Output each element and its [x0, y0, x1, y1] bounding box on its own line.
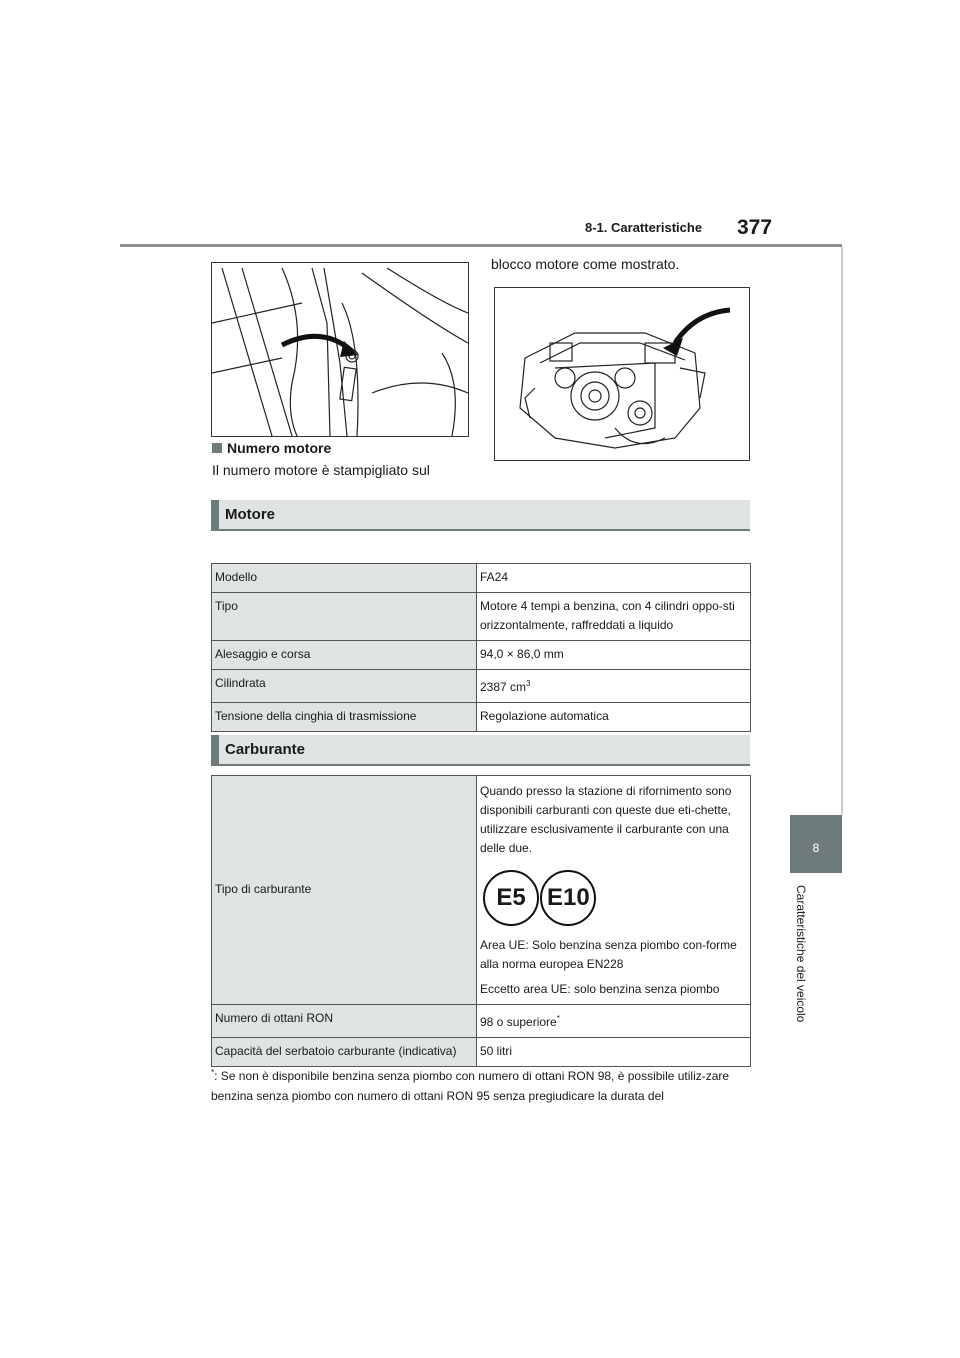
- displacement-value: 2387 cm: [480, 680, 527, 694]
- heading-accent: [211, 500, 219, 529]
- row-label: Capacità del serbatoio carburante (indicativa): [212, 1038, 477, 1067]
- table-row: [212, 641, 751, 670]
- chapter-label: Caratteristiche del veicolo: [794, 885, 808, 1023]
- engine-number-heading-row: [212, 438, 331, 459]
- footnote-mark: *: [211, 1068, 215, 1077]
- heading-accent: [211, 735, 219, 764]
- fuel-intro-text: Quando presso la stazione di rifornimento sono disponibili carburanti con queste due eti-chette, utilizzare esclusivamente il carburante con una delle due.: [480, 784, 732, 855]
- row-value: 50 litri: [477, 1038, 751, 1067]
- chapter-tab[interactable]: [790, 815, 842, 873]
- engine-number-text-b: blocco motore come mostrato.: [491, 256, 680, 272]
- table-row: [212, 1005, 751, 1038]
- carburante-title: Carburante: [225, 741, 306, 758]
- row-label: Alesaggio e corsa: [212, 641, 477, 670]
- row-label: Tensione della cinghia di trasmissione: [212, 703, 477, 732]
- motore-table: [211, 563, 751, 732]
- side-divider: [841, 247, 843, 815]
- row-value: [477, 1005, 751, 1038]
- table-row: [212, 564, 751, 593]
- fuel-badges: [483, 870, 747, 926]
- table-row: [212, 776, 751, 1005]
- octane-value: 98 o superiore: [480, 1015, 557, 1029]
- table-row: [212, 703, 751, 732]
- e10-fuel-label-icon: E10: [540, 870, 596, 926]
- carburante-heading: [211, 735, 750, 766]
- header-rule: [120, 244, 842, 247]
- table-row: [212, 593, 751, 641]
- footnote-marker: *: [556, 1014, 560, 1023]
- row-value: [477, 670, 751, 703]
- section-title: 8-1. Caratteristiche: [585, 220, 703, 235]
- row-value: [477, 776, 751, 1005]
- door-pillar-drawing: [212, 263, 468, 436]
- door-pillar-illustration: [211, 262, 469, 437]
- engine-number-text-a: Il numero motore è stampigliato sul: [212, 462, 430, 478]
- e5-fuel-label-icon: E5: [483, 870, 539, 926]
- page-number: 377: [737, 216, 773, 239]
- row-label: Modello: [212, 564, 477, 593]
- row-value: Regolazione automatica: [477, 703, 751, 732]
- row-label: Numero di ottani RON: [212, 1005, 477, 1038]
- row-label: Cilindrata: [212, 670, 477, 703]
- table-row: [212, 670, 751, 703]
- row-value: Motore 4 tempi a benzina, con 4 cilindri oppo-sti orizzontalmente, raffreddati a liquido: [477, 593, 751, 641]
- motore-heading: [211, 500, 750, 531]
- footnote-text: : Se non è disponibile benzina senza piombo con numero di ottani RON 98, è possibile utiliz-zare benzina senza piombo con numero di ottani RON 95 senza pregiudicare la durata del: [211, 1069, 730, 1103]
- engine-drawing: [495, 288, 749, 460]
- non-eu-fuel-text: Eccetto area UE: solo benzina senza piombo: [480, 982, 720, 996]
- square-bullet-icon: [212, 443, 222, 453]
- eu-fuel-text: Area UE: Solo benzina senza piombo con-forme alla norma europea EN228: [480, 938, 737, 971]
- chapter-number: 8: [812, 841, 820, 855]
- row-value: FA24: [477, 564, 751, 593]
- footnote: [211, 1063, 751, 1106]
- motore-title: Motore: [225, 506, 275, 523]
- carburante-table: [211, 775, 751, 1067]
- row-label: Tipo: [212, 593, 477, 641]
- engine-illustration: [494, 287, 750, 461]
- displacement-unit-exponent: 3: [526, 679, 531, 688]
- engine-number-heading: Numero motore: [227, 440, 332, 456]
- row-label: Tipo di carburante: [212, 776, 477, 1005]
- row-value: 94,0 × 86,0 mm: [477, 641, 751, 670]
